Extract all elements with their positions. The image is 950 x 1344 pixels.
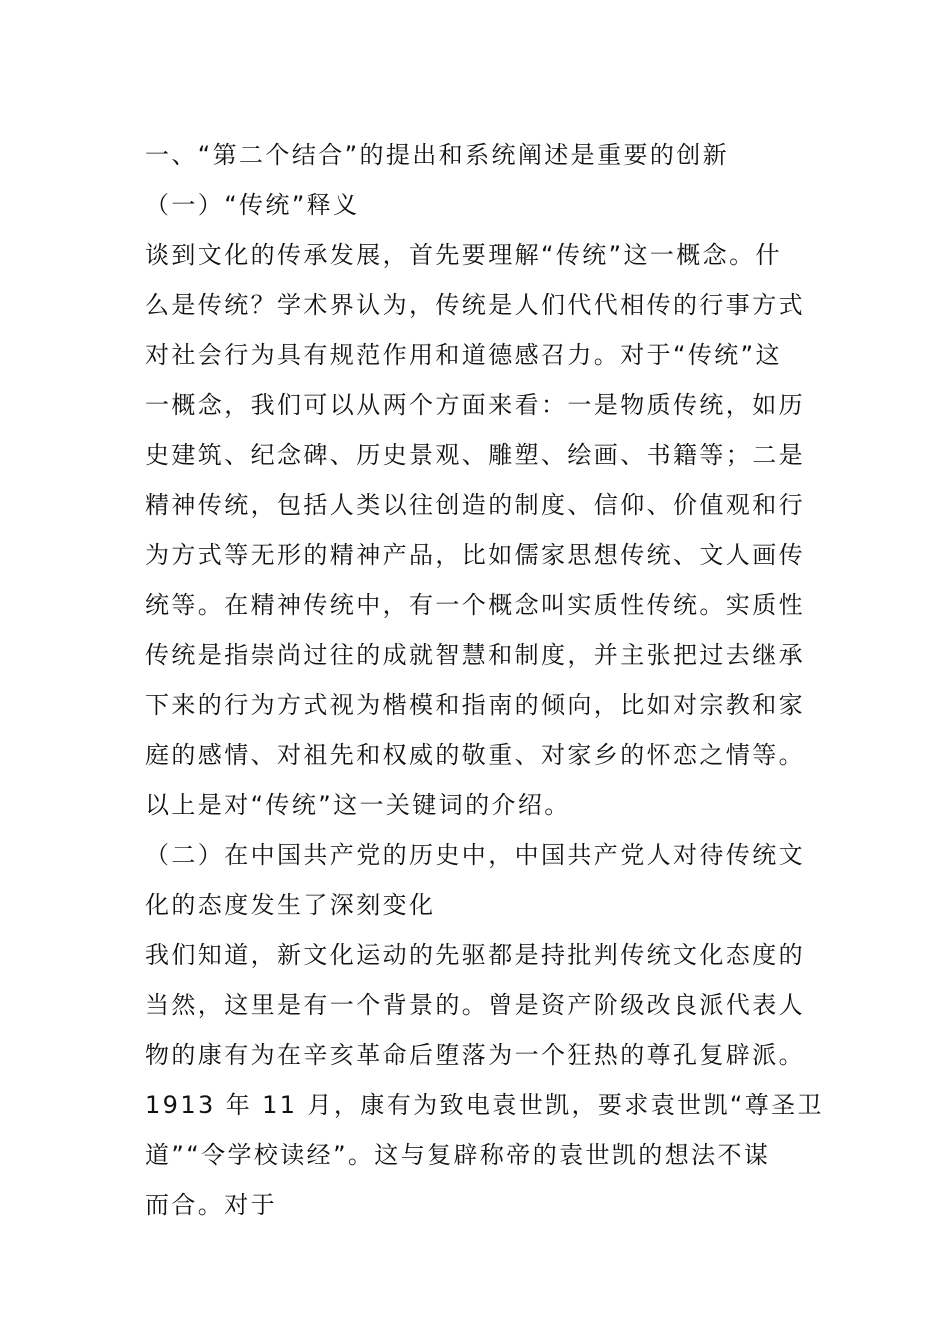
body-text: [145, 130, 845, 1230]
subsection-heading: （二）在中国共产党的历史中，中国共产党人对待传统文: [145, 841, 805, 869]
subsection-heading: 化的态度发生了深刻变化: [145, 891, 436, 919]
paragraph-line: 而合。对于: [145, 1191, 277, 1219]
paragraph-line: 么是传统？学术界认为，传统是人们代代相传的行事方式: [145, 291, 805, 319]
paragraph-line: 道”“令学校读经”。这与复辟称帝的袁世凯的想法不谋: [145, 1141, 771, 1169]
paragraph-line: 谈到文化的传承发展，首先要理解“传统”这一概念。什: [145, 241, 782, 269]
paragraph-line: 统等。在精神传统中，有一个概念叫实质性传统。实质性: [145, 591, 805, 619]
paragraph-line: 下来的行为方式视为楷模和指南的倾向，比如对宗教和家: [145, 691, 805, 719]
subsection-heading: （一）“传统”释义: [145, 191, 360, 219]
paragraph-line: 当然，这里是有一个背景的。曾是资产阶级改良派代表人: [145, 991, 805, 1019]
paragraph-line: 传统是指崇尚过往的成就智慧和制度，并主张把过去继承: [145, 641, 805, 669]
paragraph-line: 一概念，我们可以从两个方面来看：一是物质传统，如历: [145, 391, 805, 419]
paragraph-line: 1913 年 11 月，康有为致电袁世凯，要求袁世凯“尊圣卫: [145, 1091, 824, 1119]
paragraph-line: 我们知道，新文化运动的先驱都是持批判传统文化态度的: [145, 941, 805, 969]
paragraph-line: 史建筑、纪念碑、历史景观、雕塑、绘画、书籍等；二是: [145, 441, 805, 469]
paragraph-line: 物的康有为在辛亥革命后堕落为一个狂热的尊孔复辟派。: [145, 1041, 805, 1069]
paragraph-line: 庭的感情、对祖先和权威的敬重、对家乡的怀恋之情等。: [145, 741, 805, 769]
paragraph-line: 精神传统，包括人类以往创造的制度、信仰、价值观和行: [145, 491, 805, 519]
section-heading: 一、“第二个结合”的提出和系统阐述是重要的创新: [145, 141, 730, 169]
paragraph-line: 对社会行为具有规范作用和道德感召力。对于“传统”这: [145, 341, 782, 369]
paragraph-line: 为方式等无形的精神产品，比如儒家思想传统、文人画传: [145, 541, 805, 569]
paragraph-line: 以上是对“传统”这一关键词的介绍。: [145, 791, 571, 819]
